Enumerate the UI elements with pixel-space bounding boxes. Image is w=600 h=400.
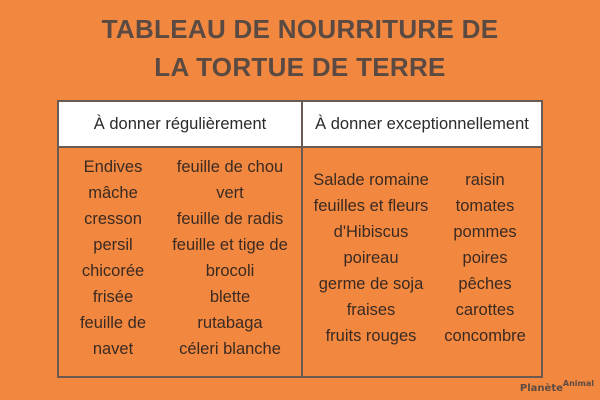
food-item: cresson: [84, 210, 142, 228]
header-regular: À donner régulièrement: [59, 102, 303, 148]
food-item: navet: [92, 340, 134, 358]
food-item: carottes: [455, 301, 515, 319]
title-line-2: LA TORTUE DE TERRE: [154, 52, 446, 82]
food-item: frisée: [92, 288, 134, 306]
food-item: vert: [216, 184, 244, 202]
food-item: feuille de: [79, 314, 147, 332]
page-title: [0, 10, 600, 86]
food-item: raisin: [465, 171, 505, 189]
regular-foods-column-2: [161, 154, 299, 362]
food-item: poireau: [343, 249, 399, 267]
food-item: fruits rouges: [325, 327, 417, 345]
food-item: concombre: [444, 327, 526, 345]
food-item: brocoli: [205, 262, 255, 280]
food-table: [57, 100, 543, 378]
food-item: feuille de chou: [176, 158, 284, 176]
food-item: Endives: [83, 158, 143, 176]
food-item: blette: [209, 288, 251, 306]
food-item: feuille et tige de: [172, 236, 288, 254]
food-item: chicorée: [81, 262, 145, 280]
food-item: Salade romaine: [313, 171, 429, 189]
exceptional-foods-column-1: [307, 167, 435, 349]
food-item: mâche: [88, 184, 138, 202]
column-divider: [301, 148, 303, 376]
food-item: poires: [462, 249, 508, 267]
header-exceptional: À donner exceptionnellement: [303, 102, 541, 148]
food-item: fraises: [346, 301, 396, 319]
food-item: tomates: [455, 197, 515, 215]
food-item: persil: [93, 236, 133, 254]
title-line-1: TABLEAU DE NOURRITURE DE: [101, 14, 499, 44]
food-item: germe de soja: [318, 275, 424, 293]
food-item: pommes: [453, 223, 517, 241]
food-item: feuille de radis: [176, 210, 284, 228]
planete-animal-logo: Planète$^{Animal}$: [519, 379, 594, 394]
food-item: feuilles et fleurs: [313, 197, 429, 215]
exceptional-foods-column-2: [429, 167, 541, 349]
food-item: céleri blanche: [179, 340, 281, 358]
regular-foods-column-1: [65, 154, 161, 362]
food-item: d'Hibiscus: [333, 223, 409, 241]
food-item: rutabaga: [197, 314, 263, 332]
food-item: pêches: [458, 275, 512, 293]
